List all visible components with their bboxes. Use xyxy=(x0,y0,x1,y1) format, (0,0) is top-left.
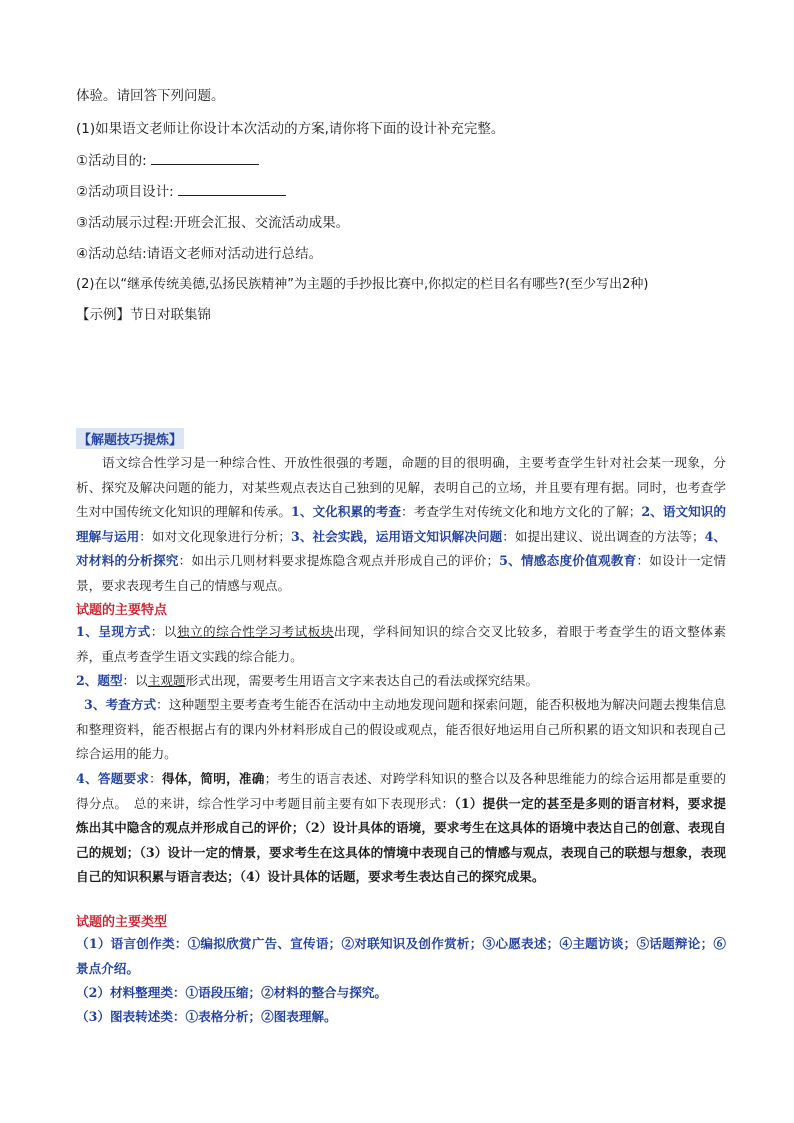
point-4-text: ：如出示几则材料要求提炼隐含观点并形成自己的评价； xyxy=(178,553,500,569)
feature-2-underline: 主观题 xyxy=(147,673,186,688)
section-header: 【解题技巧提炼】 xyxy=(76,428,184,449)
feature-2-a: ：以 xyxy=(122,673,148,688)
point-3: 3、社会实践，运用语文知识解决问题 xyxy=(291,528,503,544)
point-2-text: ：如对文化现象进行分析； xyxy=(139,528,292,544)
item-design xyxy=(76,180,726,200)
feature-1-underline: 独立的综合性学习考试板块 xyxy=(176,624,334,639)
point-2: 2、语文知识的理解与运用 xyxy=(76,504,727,544)
item-purpose-label: ①活动目的: xyxy=(76,153,147,169)
intro-text: 语文综合性学习是一种综合性、开放性很强的考题，命题的目的很明确，主要考查学生针对社会某一现象，分析、探究及解决问题的能力，对某些观点表达自己独到的见解，表明自己的立场，并且要有理有据。同时，也考查学生对中国传统文化知识的理解和传承。 xyxy=(76,455,726,520)
features-title: 试题的主要特点 xyxy=(76,603,168,618)
item-design-label: ②活动项目设计: xyxy=(76,184,174,200)
feature-4-bold: 得体，简明，准确 xyxy=(161,771,265,786)
point-1: 1、文化积累的考查 xyxy=(291,504,402,520)
question-1: (1)如果语文老师让你设计本次活动的方案,请你将下面的设计补充完整。 xyxy=(76,121,505,137)
item-process: ③活动展示过程:开班会汇报、交流活动成果。 xyxy=(76,215,350,231)
item-purpose xyxy=(76,149,726,169)
feature-2-b: 形式出现，需要考生用语言文字来表达自己的看法或探究结果。 xyxy=(185,673,539,688)
question-2: (2)在以“继承传统美德,弘扬民族精神”为主题的手抄报比赛中,你拟定的栏目名有哪些?(至少写出2种) xyxy=(76,277,649,292)
point-5-text: ：如设计一定情景，要求表现考生自己的情感与观点。 xyxy=(76,553,727,593)
feature-4-forms: （1）提供一定的甚至是多则的语言材料，要求提炼出其中隐含的观点并形成自己的评价；（2）设计具体的语境，要求考生在这具体的语境中表达自己的创意、表现自己的规划；（3）设计一定的情景，要求考生在这具体的情境中表现自己的情感与观点，表现自己的联想与想象，表现自己的知识积累与语言表达；（4）设计具体的话题，要求考生表达自己的探究成果。 xyxy=(76,795,726,885)
types-title: 试题的主要类型 xyxy=(76,915,168,930)
feature-4-a: ： xyxy=(149,771,162,786)
feature-3 xyxy=(76,693,726,767)
point-4: 4、对材料的分析探究 xyxy=(76,528,727,569)
feature-4 xyxy=(76,767,726,890)
type-2: （2）材料整理类：①语段压缩；②材料的整合与探究。 xyxy=(76,985,388,1000)
item-summary: ④活动总结:请语文老师对活动进行总结。 xyxy=(76,246,323,262)
feature-1-b: 出现，学科间知识的综合交叉比较多，着眼于考查学生的语文整体素养，重点考查学生语文实践的综合能力。 xyxy=(76,624,727,664)
intro-paragraph xyxy=(76,451,726,599)
feature-1-a: ：以 xyxy=(150,624,177,639)
feature-2 xyxy=(76,669,726,694)
answer-blank xyxy=(178,183,286,196)
point-3-text: ：如提出建议、说出调查的方法等； xyxy=(502,528,705,544)
feature-1 xyxy=(76,620,726,669)
feature-4-b: ；考生的语言表述、对跨学科知识的整合以及各种思维能力的综合运用都是重要的得分点。 总的来讲，综合性学习中考题目前主要有如下表现形式： xyxy=(76,771,727,811)
feature-2-label: 2、题型 xyxy=(76,673,123,688)
intro-line: 体验。请回答下列问题。 xyxy=(76,88,225,104)
point-5: 5、情感态度价值观教育 xyxy=(499,553,637,569)
feature-3-label: 3、考查方式 xyxy=(84,697,157,712)
type-1: （1）语言创作类：①编拟欣赏广告、宣传语；②对联知识及创作赏析；③心愿表述；④主题访谈；⑤话题辩论；⑥景点介绍。 xyxy=(76,936,726,976)
feature-3-b: ：这种题型主要考查考生能否在活动中主动地发现问题和探索问题，能否积极地为解决问题去搜集信息和整理资料，能否根据占有的课内外材料形成自己的假设或观点，能否很好地运用自己所积累的语文知识和表现自己综合运用的能力。 xyxy=(76,697,727,762)
type-3: （3）图表转述类：①表格分析；②图表理解。 xyxy=(76,1009,337,1024)
point-1-text: ：考查学生对传统文化和地方文化的了解； xyxy=(401,504,642,520)
feature-4-label: 4、答题要求 xyxy=(76,771,150,786)
answer-blank xyxy=(151,152,259,165)
feature-1-label: 1、呈现方式 xyxy=(76,624,151,639)
example-line: 【示例】节日对联集锦 xyxy=(76,307,211,323)
